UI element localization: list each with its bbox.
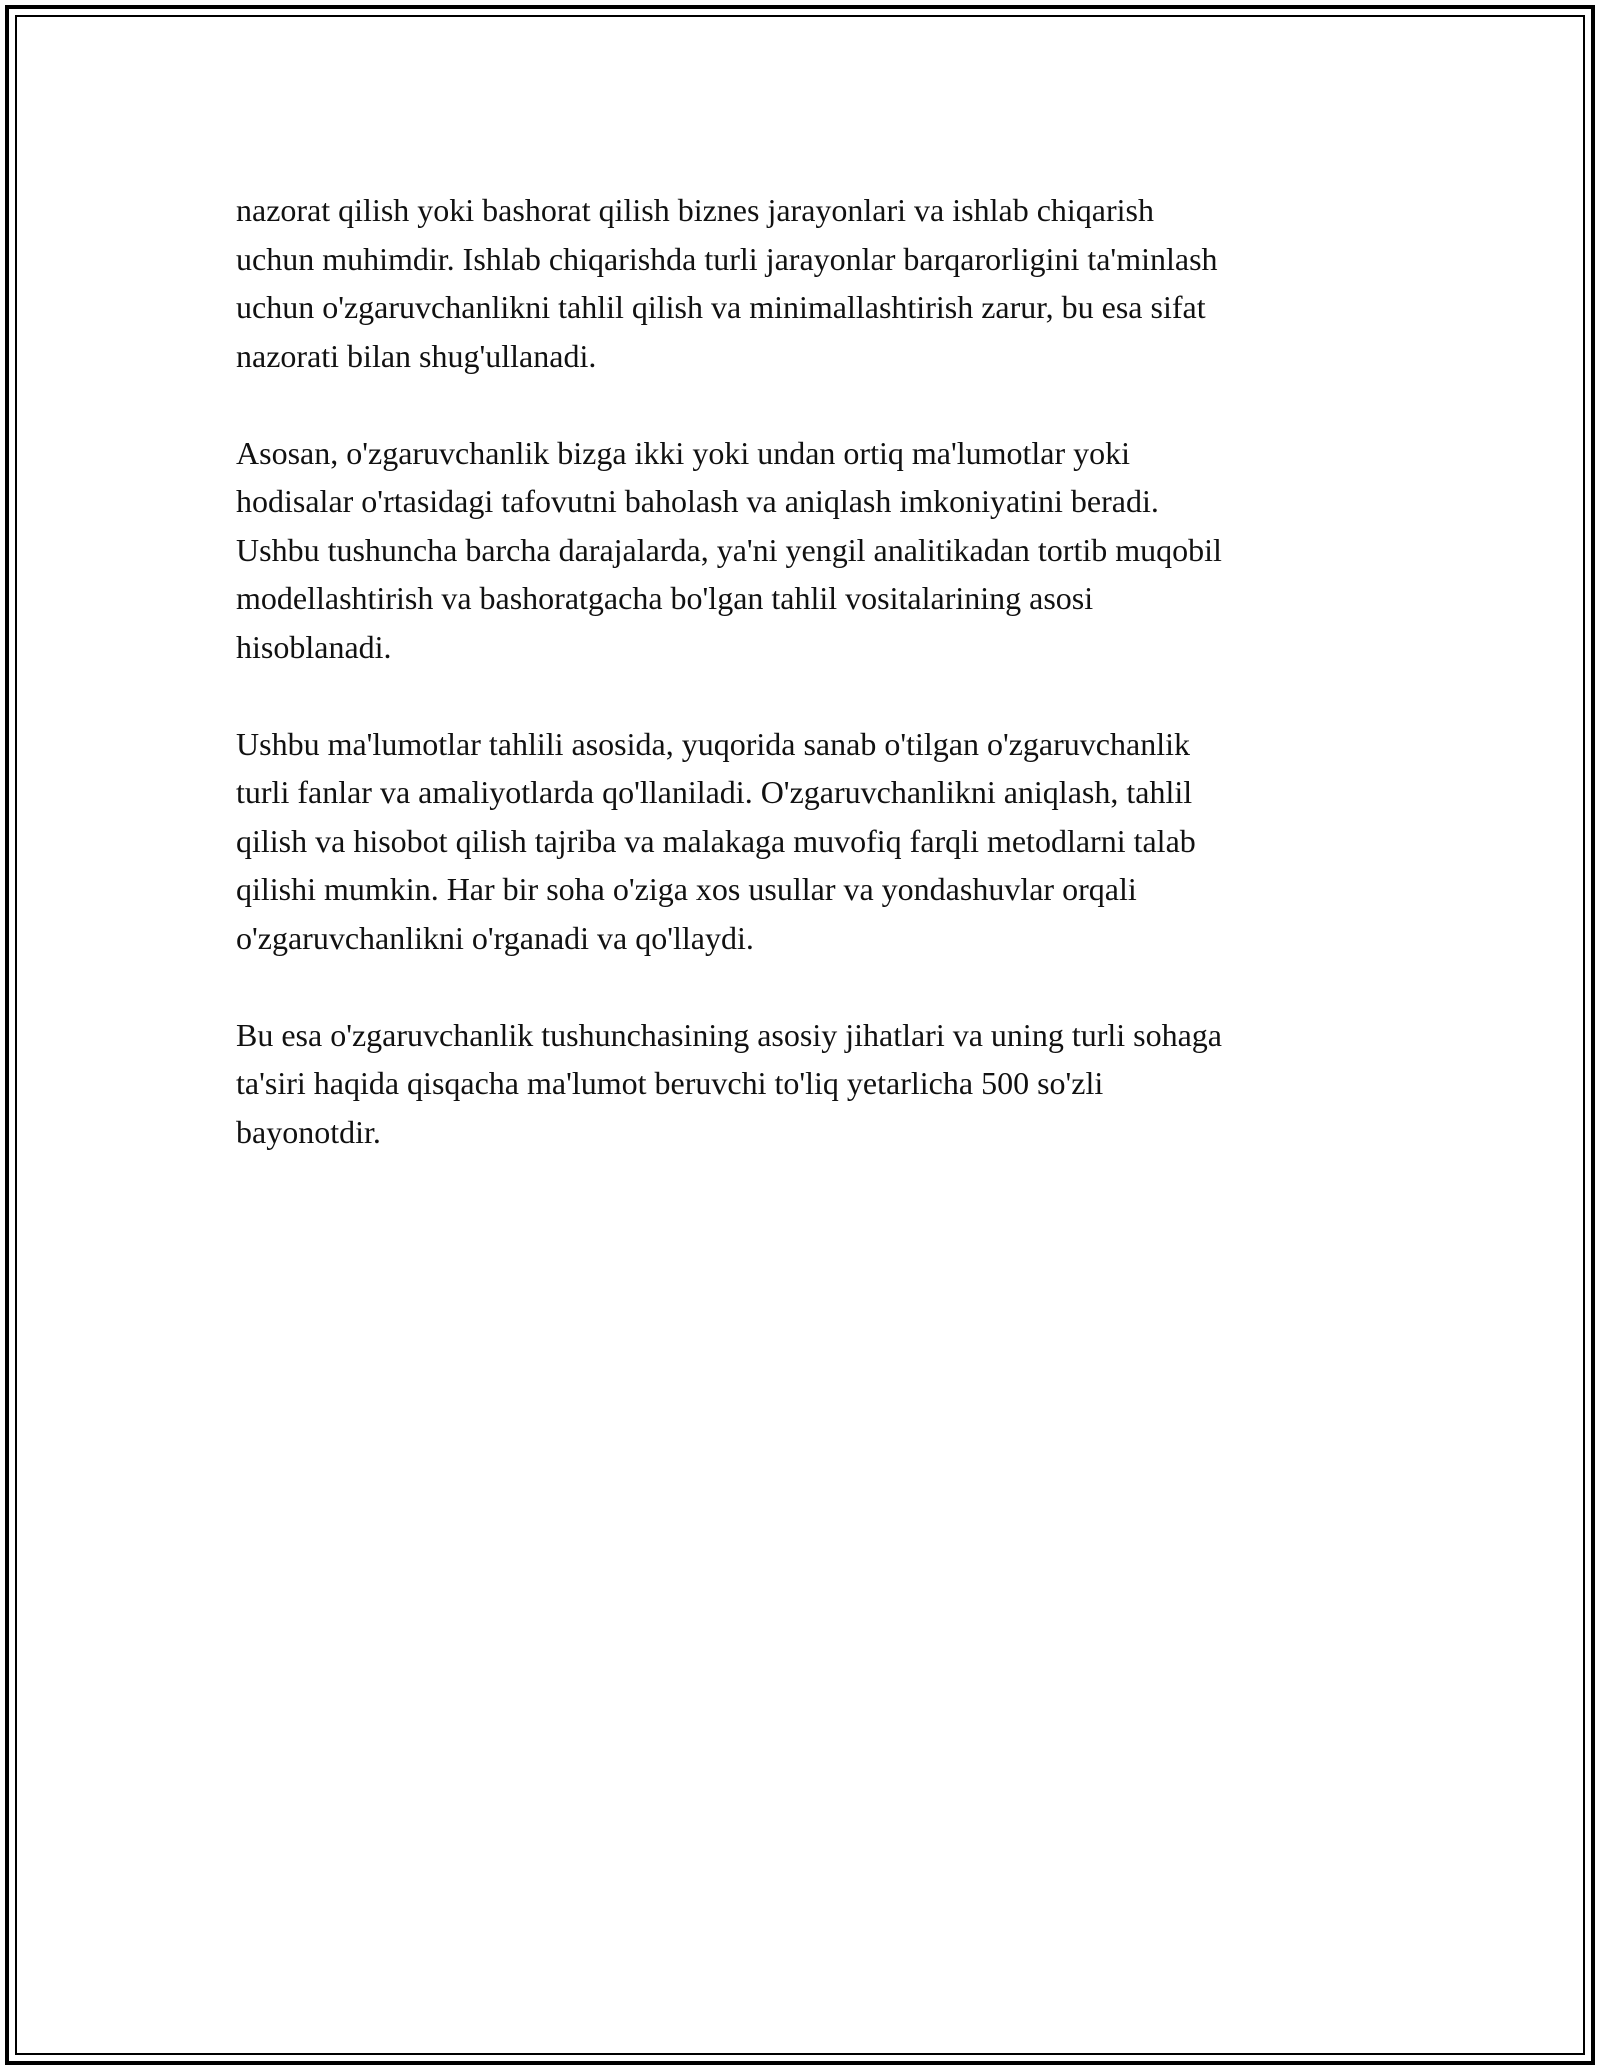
- paragraph-2: Asosan, o'zgaruvchanlik bizga ikki yoki undan ortiq ma'lumotlar yoki hodisalar o'rtasidagi tafovutni baholash va aniqlash imkoniyatini beradi. Ushbu tushuncha barcha darajalarda, ya'ni yengil analitikadan tortib muqobil modellashtirish va bashoratgacha bo'lgan tahlil vositalarining asosi hisoblanadi.: [236, 434, 1222, 665]
- document-body: [236, 186, 1396, 1156]
- paragraph-3: Ushbu ma'lumotlar tahlili asosida, yuqorida sanab o'tilgan o'zgaruvchanlik turli fanlar va amaliyotlarda qo'llaniladi. O'zgaruvchanlikni aniqlash, tahlil qilish va hisobot qilish tajriba va malakaga muvofiq farqli metodlarni talab qilishi mumkin. Har bir soha o'ziga xos usullar va yondashuvlar orqali o'zgaruvchanlikni o'rganadi va qo'llaydi.: [236, 725, 1196, 956]
- paragraph-1: nazorat qilish yoki bashorat qilish biznes jarayonlari va ishlab chiqarish uchun muhimdir. Ishlab chiqarishda turli jarayonlar barqarorligini ta'minlash uchun o'zgaruvchanlikni tahlil qilish va minimallashtirish zarur, bu esa sifat nazorati bilan shug'ullanadi.: [236, 192, 1218, 374]
- paragraph-4: Bu esa o'zgaruvchanlik tushunchasining asosiy jihatlari va uning turli sohaga ta'siri haqida qisqacha ma'lumot beruvchi to'liq yetarlicha 500 so'zli bayonotdir.: [236, 1016, 1222, 1150]
